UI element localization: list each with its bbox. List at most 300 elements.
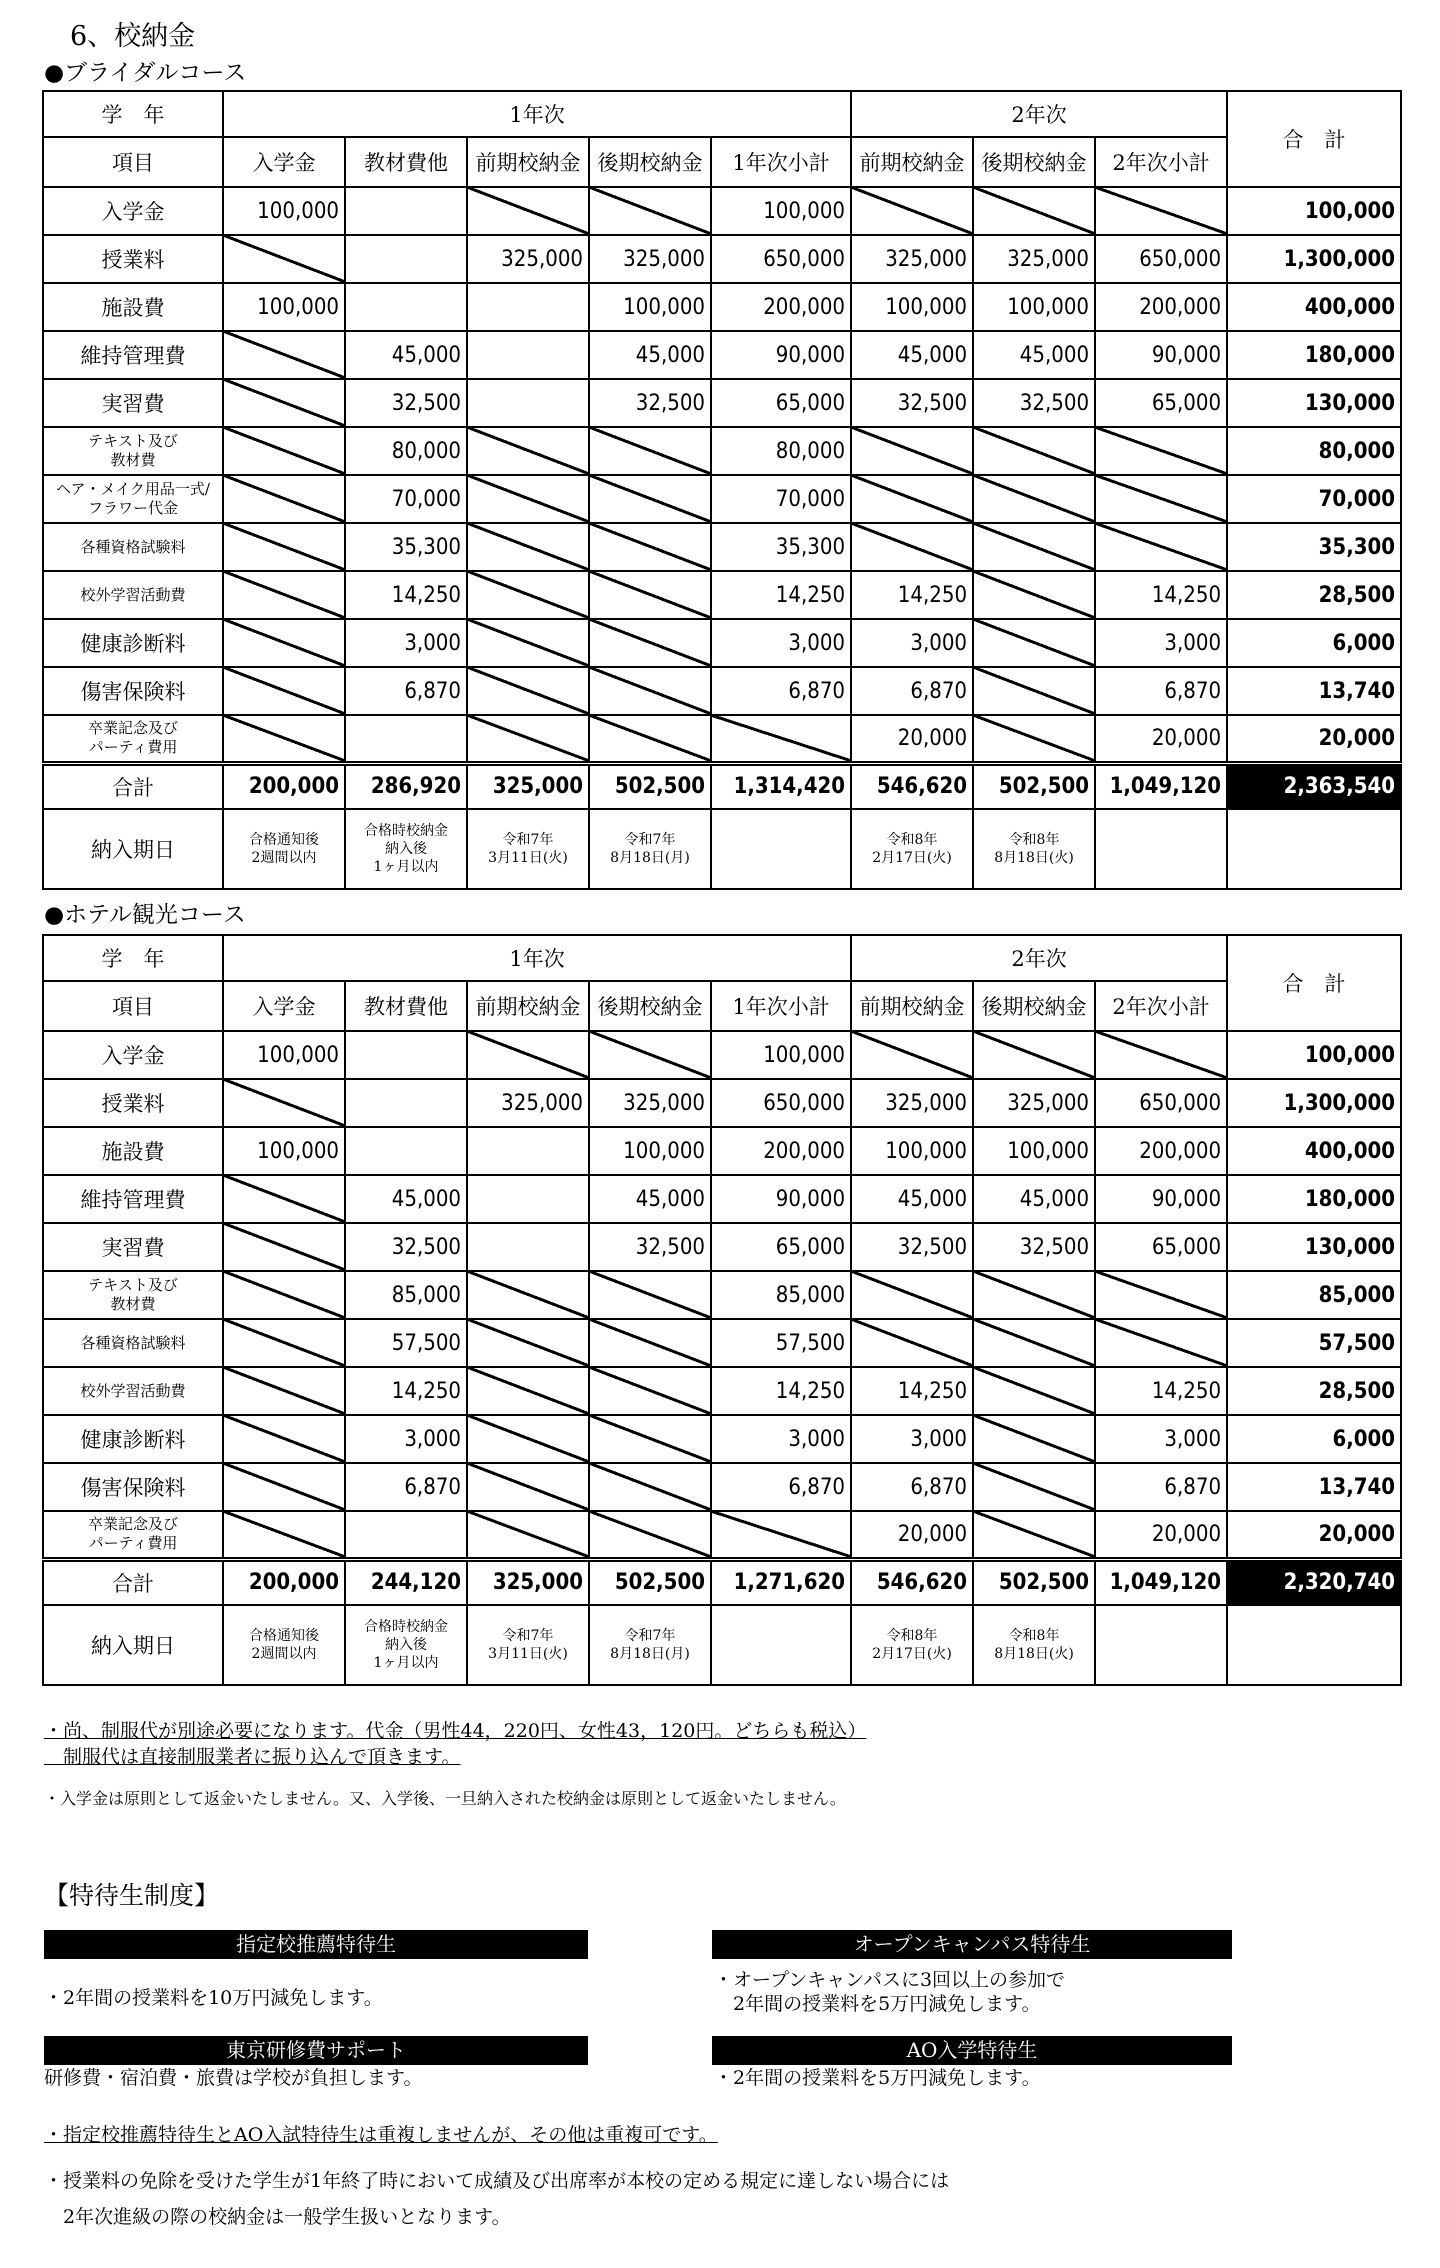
empty-cell-slashed [973,1463,1095,1511]
header-row-year [43,935,1401,981]
header-year1: 1年次 [223,91,851,137]
row-total: 100,000 [1227,187,1401,235]
sum-value: 546,620 [851,1559,973,1605]
row-label: テキスト及び 教材費 [43,1271,223,1319]
due-date: 合格通知後 2週間以内 [223,809,345,889]
value-cell: 14,250 [1095,1367,1227,1415]
due-date [711,1605,851,1685]
value-cell [345,187,467,235]
due-date: 令和7年 8月18日(月) [589,809,711,889]
empty-cell-slashed [223,1319,345,1367]
value-cell [345,1127,467,1175]
table-row [43,667,1401,715]
header-row-items [43,981,1401,1031]
table-row [43,187,1401,235]
empty-cell-slashed [973,667,1095,715]
empty-cell-slashed [1095,475,1227,523]
row-total: 400,000 [1227,283,1401,331]
due-date: 合格時校納金 納入後 1ヶ月以内 [345,1605,467,1685]
empty-cell-slashed [223,235,345,283]
row-label: 施設費 [43,1127,223,1175]
header-col-5: 前期校納金 [851,137,973,187]
empty-cell-slashed [973,523,1095,571]
empty-cell-slashed [1095,1319,1227,1367]
value-cell: 32,500 [851,379,973,427]
empty-cell-slashed [223,1079,345,1127]
value-cell: 20,000 [851,715,973,763]
header-col-1: 教材費他 [345,981,467,1031]
due-date [1227,809,1401,889]
due-date: 令和7年 3月11日(火) [467,809,589,889]
due-row [43,809,1401,889]
row-label: テキスト及び 教材費 [43,427,223,475]
empty-cell-slashed [467,475,589,523]
empty-cell-slashed [1095,427,1227,475]
row-total: 70,000 [1227,475,1401,523]
due-label: 納入期日 [43,1605,223,1685]
value-cell: 3,000 [345,1415,467,1463]
row-total: 130,000 [1227,1223,1401,1271]
row-label: 実習費 [43,379,223,427]
empty-cell-slashed [223,715,345,763]
tokutai-duplicate-note: ・指定校推薦特待生とAO入試特待生は重複しませんが、その他は重複可です。 [44,2124,718,2146]
value-cell: 100,000 [223,1031,345,1079]
value-cell: 45,000 [589,1175,711,1223]
tokutai-heading-shiteikou: 指定校推薦特待生 [44,1930,588,1959]
empty-cell-slashed [467,571,589,619]
value-cell: 100,000 [223,283,345,331]
value-cell: 3,000 [711,619,851,667]
row-total: 20,000 [1227,715,1401,763]
due-date: 合格時校納金 納入後 1ヶ月以内 [345,809,467,889]
empty-cell-slashed [467,1511,589,1559]
value-cell: 80,000 [345,427,467,475]
table-row [43,1463,1401,1511]
sum-value: 546,620 [851,763,973,809]
header-col-2: 前期校納金 [467,137,589,187]
value-cell: 6,870 [711,1463,851,1511]
tokutai-heading-tokyo: 東京研修費サポート [44,2036,588,2065]
empty-cell-slashed [589,1463,711,1511]
row-label: 各種資格試験料 [43,523,223,571]
value-cell [467,331,589,379]
empty-cell-slashed [973,1367,1095,1415]
value-cell: 70,000 [345,475,467,523]
sum-row [43,1559,1401,1605]
header-col-7: 2年次小計 [1095,137,1227,187]
value-cell: 14,250 [345,571,467,619]
row-label: 維持管理費 [43,1175,223,1223]
header-gakunen: 学 年 [43,91,223,137]
refund-note: ・入学金は原則として返金いたしません。又、入学後、一旦納入された校納金は原則として返金いたしません。 [44,1789,846,1808]
value-cell: 325,000 [851,1079,973,1127]
value-cell: 100,000 [223,1127,345,1175]
tokutai-text-tokyo: 研修費・宿泊費・旅費は学校が負担します。 [44,2067,423,2089]
sum-value: 502,500 [589,1559,711,1605]
empty-cell-slashed [467,1319,589,1367]
value-cell [467,1175,589,1223]
empty-cell-slashed [467,619,589,667]
value-cell: 650,000 [711,1079,851,1127]
value-cell: 70,000 [711,475,851,523]
row-label: 校外学習活動費 [43,1367,223,1415]
row-label: 入学金 [43,187,223,235]
value-cell: 100,000 [973,283,1095,331]
value-cell: 3,000 [851,1415,973,1463]
value-cell: 14,250 [345,1367,467,1415]
empty-cell-slashed [589,523,711,571]
table-row [43,1511,1401,1559]
value-cell: 100,000 [851,283,973,331]
table-row [43,1367,1401,1415]
tokutai-title: 【特待生制度】 [44,1881,220,1910]
table-row [43,235,1401,283]
empty-cell-slashed [223,523,345,571]
row-label: 維持管理費 [43,331,223,379]
value-cell: 6,870 [1095,667,1227,715]
sum-value: 200,000 [223,763,345,809]
value-cell [467,283,589,331]
value-cell: 325,000 [467,1079,589,1127]
row-label: 各種資格試験料 [43,1319,223,1367]
value-cell: 32,500 [851,1223,973,1271]
empty-cell-slashed [589,1415,711,1463]
row-total: 1,300,000 [1227,235,1401,283]
row-total: 57,500 [1227,1319,1401,1367]
empty-cell-slashed [223,1511,345,1559]
empty-cell-slashed [223,1175,345,1223]
row-label: 入学金 [43,1031,223,1079]
sum-label: 合計 [43,763,223,809]
header-col-0: 入学金 [223,137,345,187]
value-cell: 85,000 [711,1271,851,1319]
empty-cell-slashed [851,1319,973,1367]
header-koumoku: 項目 [43,137,223,187]
value-cell: 57,500 [345,1319,467,1367]
tokutai-heading-ao: AO入学特待生 [712,2036,1232,2065]
value-cell: 100,000 [711,187,851,235]
row-total: 400,000 [1227,1127,1401,1175]
empty-cell-slashed [973,619,1095,667]
uniform-note-2: 制服代は直接制服業者に振り込んで頂きます。 [44,1746,461,1768]
row-total: 28,500 [1227,1367,1401,1415]
empty-cell-slashed [973,1511,1095,1559]
value-cell: 20,000 [1095,1511,1227,1559]
value-cell: 80,000 [711,427,851,475]
empty-cell-slashed [589,1319,711,1367]
table-row [43,1031,1401,1079]
value-cell: 200,000 [1095,283,1227,331]
value-cell: 3,000 [851,619,973,667]
value-cell [467,1223,589,1271]
row-total: 85,000 [1227,1271,1401,1319]
value-cell: 45,000 [973,331,1095,379]
value-cell: 32,500 [973,379,1095,427]
section-title: 6、校納金 [70,21,196,52]
value-cell: 32,500 [973,1223,1095,1271]
value-cell [345,715,467,763]
empty-cell-slashed [1095,1271,1227,1319]
empty-cell-slashed [467,1271,589,1319]
row-label: 実習費 [43,1223,223,1271]
header-col-3: 後期校納金 [589,981,711,1031]
value-cell: 85,000 [345,1271,467,1319]
value-cell [345,1511,467,1559]
sum-row [43,763,1401,809]
value-cell: 325,000 [973,1079,1095,1127]
value-cell: 6,870 [345,667,467,715]
empty-cell-slashed [223,427,345,475]
due-date [1095,1605,1227,1685]
value-cell [345,1079,467,1127]
table-row [43,1319,1401,1367]
due-date: 令和8年 8月18日(火) [973,1605,1095,1685]
empty-cell-slashed [851,187,973,235]
value-cell: 14,250 [711,571,851,619]
row-total: 180,000 [1227,331,1401,379]
header-total: 合 計 [1227,91,1401,187]
empty-cell-slashed [973,1415,1095,1463]
due-date: 令和8年 2月17日(火) [851,809,973,889]
empty-cell-slashed [711,715,851,763]
empty-cell-slashed [973,1031,1095,1079]
table-row [43,571,1401,619]
empty-cell-slashed [467,715,589,763]
sum-value: 244,120 [345,1559,467,1605]
empty-cell-slashed [223,379,345,427]
value-cell: 90,000 [1095,1175,1227,1223]
empty-cell-slashed [223,1271,345,1319]
empty-cell-slashed [223,1415,345,1463]
empty-cell-slashed [467,1463,589,1511]
value-cell: 32,500 [589,379,711,427]
empty-cell-slashed [223,475,345,523]
value-cell [467,1127,589,1175]
row-total: 28,500 [1227,571,1401,619]
empty-cell-slashed [467,667,589,715]
due-label: 納入期日 [43,809,223,889]
due-date: 令和7年 3月11日(火) [467,1605,589,1685]
header-col-5: 前期校納金 [851,981,973,1031]
value-cell: 65,000 [1095,379,1227,427]
tokutai-text-shiteikou: ・2年間の授業料を10万円減免します。 [44,1987,383,2009]
empty-cell-slashed [973,475,1095,523]
row-label: ヘア・メイク用品一式/ フラワー代金 [43,475,223,523]
value-cell: 3,000 [711,1415,851,1463]
row-label: 授業料 [43,1079,223,1127]
row-total: 1,300,000 [1227,1079,1401,1127]
sum-value: 502,500 [973,1559,1095,1605]
empty-cell-slashed [711,1511,851,1559]
value-cell: 90,000 [1095,331,1227,379]
due-date: 令和8年 8月18日(火) [973,809,1095,889]
empty-cell-slashed [589,1271,711,1319]
value-cell: 200,000 [711,283,851,331]
value-cell: 45,000 [589,331,711,379]
table-row [43,1079,1401,1127]
value-cell: 20,000 [1095,715,1227,763]
row-label: 卒業記念及び パーティ費用 [43,715,223,763]
table-row [43,1127,1401,1175]
value-cell: 14,250 [1095,571,1227,619]
empty-cell-slashed [467,1367,589,1415]
due-date [1227,1605,1401,1685]
empty-cell-slashed [973,1319,1095,1367]
value-cell: 325,000 [589,235,711,283]
value-cell: 57,500 [711,1319,851,1367]
value-cell: 650,000 [711,235,851,283]
table-row [43,331,1401,379]
value-cell: 35,300 [345,523,467,571]
sum-value: 286,920 [345,763,467,809]
row-label: 施設費 [43,283,223,331]
course-title-bridal: ●ブライダルコース [44,60,247,86]
empty-cell-slashed [223,1367,345,1415]
empty-cell-slashed [851,475,973,523]
empty-cell-slashed [589,619,711,667]
empty-cell-slashed [223,667,345,715]
value-cell: 100,000 [589,1127,711,1175]
header-col-3: 後期校納金 [589,137,711,187]
row-label: 健康診断料 [43,1415,223,1463]
empty-cell-slashed [589,427,711,475]
empty-cell-slashed [973,715,1095,763]
header-col-4: 1年次小計 [711,137,851,187]
value-cell: 100,000 [711,1031,851,1079]
value-cell: 14,250 [851,571,973,619]
empty-cell-slashed [589,1031,711,1079]
empty-cell-slashed [467,523,589,571]
table-row [43,379,1401,427]
header-year1: 1年次 [223,935,851,981]
value-cell [345,283,467,331]
sum-value: 1,314,420 [711,763,851,809]
sum-value: 1,271,620 [711,1559,851,1605]
header-col-6: 後期校納金 [973,981,1095,1031]
tokutai-text-ao: ・2年間の授業料を5万円減免します。 [714,2067,1041,2089]
empty-cell-slashed [467,187,589,235]
value-cell: 65,000 [711,379,851,427]
empty-cell-slashed [223,1223,345,1271]
sum-value: 1,049,120 [1095,763,1227,809]
empty-cell-slashed [589,715,711,763]
uniform-note-1: ・尚、制服代が別途必要になります。代金（男性44，220円、女性43，120円。どちらも税込） [44,1720,867,1742]
empty-cell-slashed [589,667,711,715]
empty-cell-slashed [589,475,711,523]
empty-cell-slashed [589,571,711,619]
due-date: 令和7年 8月18日(月) [589,1605,711,1685]
tokutai-heading-opencampus: オープンキャンパス特待生 [712,1930,1232,1959]
value-cell: 6,870 [851,667,973,715]
row-total: 35,300 [1227,523,1401,571]
value-cell: 14,250 [711,1367,851,1415]
sum-value: 502,500 [973,763,1095,809]
due-row [43,1605,1401,1685]
empty-cell-slashed [851,427,973,475]
value-cell: 325,000 [973,235,1095,283]
header-koumoku: 項目 [43,981,223,1031]
row-total: 13,740 [1227,1463,1401,1511]
value-cell: 65,000 [711,1223,851,1271]
table-row [43,283,1401,331]
value-cell: 200,000 [711,1127,851,1175]
due-date [711,809,851,889]
value-cell: 6,870 [711,667,851,715]
empty-cell-slashed [851,1271,973,1319]
due-date: 令和8年 2月17日(火) [851,1605,973,1685]
value-cell: 650,000 [1095,1079,1227,1127]
table-row [43,619,1401,667]
value-cell: 90,000 [711,1175,851,1223]
value-cell: 45,000 [851,331,973,379]
value-cell: 100,000 [973,1127,1095,1175]
sum-value: 1,049,120 [1095,1559,1227,1605]
sum-value: 325,000 [467,1559,589,1605]
value-cell: 325,000 [467,235,589,283]
empty-cell-slashed [973,427,1095,475]
value-cell: 6,870 [1095,1463,1227,1511]
row-label: 傷害保険料 [43,1463,223,1511]
header-col-4: 1年次小計 [711,981,851,1031]
value-cell: 325,000 [589,1079,711,1127]
value-cell: 45,000 [973,1175,1095,1223]
header-row-year [43,91,1401,137]
empty-cell-slashed [973,571,1095,619]
empty-cell-slashed [973,187,1095,235]
table-row [43,1175,1401,1223]
value-cell: 32,500 [345,1223,467,1271]
value-cell [345,1031,467,1079]
value-cell: 14,250 [851,1367,973,1415]
row-total: 6,000 [1227,619,1401,667]
value-cell: 650,000 [1095,235,1227,283]
value-cell: 100,000 [223,187,345,235]
empty-cell-slashed [973,1271,1095,1319]
value-cell [345,235,467,283]
table-row [43,427,1401,475]
row-total: 6,000 [1227,1415,1401,1463]
row-label: 傷害保険料 [43,667,223,715]
header-total: 合 計 [1227,935,1401,1031]
header-col-0: 入学金 [223,981,345,1031]
sum-value: 200,000 [223,1559,345,1605]
row-total: 13,740 [1227,667,1401,715]
empty-cell-slashed [1095,523,1227,571]
table-row [43,1415,1401,1463]
fee-table-bridal [42,90,1402,890]
table-row [43,1223,1401,1271]
header-year2: 2年次 [851,935,1227,981]
value-cell: 3,000 [345,619,467,667]
empty-cell-slashed [467,1415,589,1463]
value-cell: 6,870 [345,1463,467,1511]
row-total: 100,000 [1227,1031,1401,1079]
value-cell: 3,000 [1095,619,1227,667]
row-total: 20,000 [1227,1511,1401,1559]
empty-cell-slashed [589,1511,711,1559]
sum-label: 合計 [43,1559,223,1605]
grand-total: 2,320,740 [1227,1559,1401,1605]
header-year2: 2年次 [851,91,1227,137]
tokutai-condition-note-2: 2年次進級の際の校納金は一般学生扱いとなります。 [44,2206,511,2228]
empty-cell-slashed [589,187,711,235]
due-date [1095,809,1227,889]
value-cell [467,379,589,427]
empty-cell-slashed [851,523,973,571]
value-cell: 100,000 [851,1127,973,1175]
value-cell: 3,000 [1095,1415,1227,1463]
empty-cell-slashed [223,1463,345,1511]
